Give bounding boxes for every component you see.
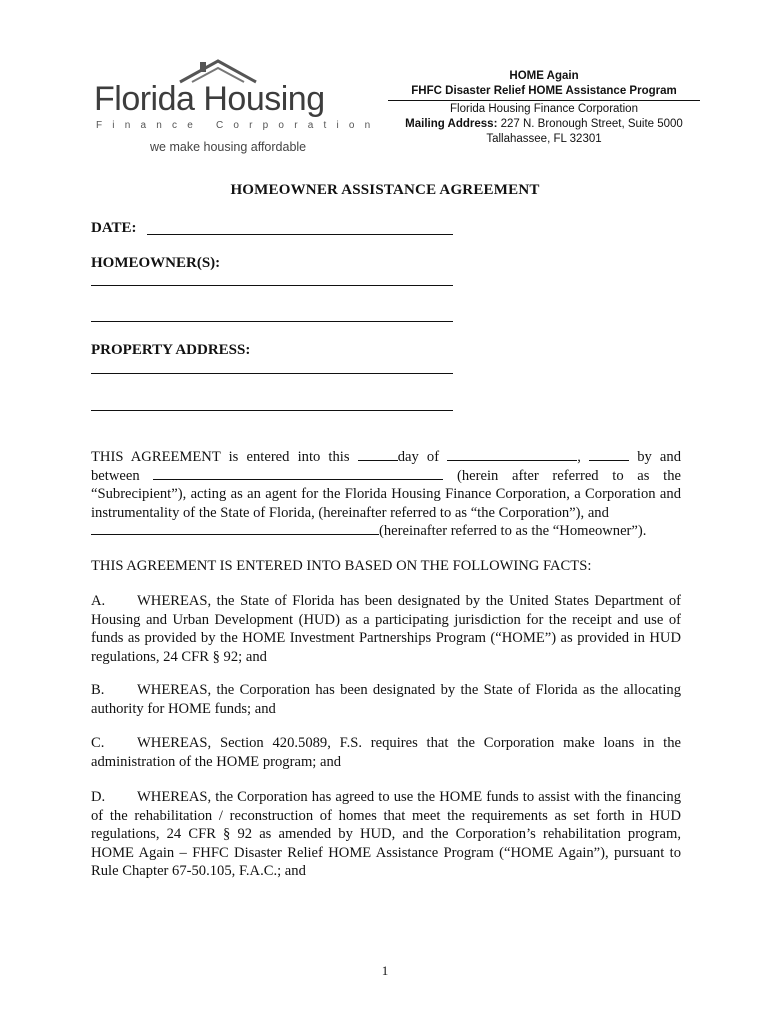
mailing-address [388, 117, 700, 132]
program-header [388, 69, 700, 147]
clause-b [91, 681, 681, 718]
agreement-text-3: , [577, 449, 581, 465]
logo-subtitle: Finance Corporation [96, 120, 381, 131]
page-number: 1 [381, 963, 389, 978]
program-full-name: FHFC Disaster Relief HOME Assistance Program [388, 84, 700, 101]
florida-housing-logo [92, 58, 381, 158]
document-title: HOMEOWNER ASSISTANCE AGREEMENT [230, 182, 540, 198]
day-blank[interactable] [358, 448, 398, 461]
homeowner-name-blank[interactable] [91, 522, 379, 535]
date-label: DATE: [91, 220, 137, 236]
agreement-line-1 [91, 448, 681, 467]
clause-letter: C. [91, 735, 105, 751]
mailing-street: 227 N. Bronough Street, Suite 5000 [500, 118, 683, 130]
agreement-text-4: by and [637, 449, 681, 465]
agreement-text-5: between [91, 467, 140, 484]
agreement-text-7: (hereinafter referred to as the “Homeowner”). [379, 523, 647, 539]
month-blank[interactable] [447, 448, 577, 461]
clause-letter: B. [91, 682, 105, 698]
property-address-field-2[interactable] [91, 410, 453, 411]
clause-letter: D. [91, 789, 106, 805]
agreement-line-2 [91, 467, 681, 523]
homeowner-field-1[interactable] [91, 285, 453, 286]
mailing-label: Mailing Address: [405, 118, 498, 130]
property-address-label: PROPERTY ADDRESS: [91, 342, 251, 358]
agreement-text-2: day of [397, 449, 440, 465]
agreement-text-6: (herein after referred to as the “Subrecipient”), acting as an agent for the Florida Housing Finance Corporation, a Corporation and instrumentality of the State of Florida, (hereinafter referred to as “the Corporation”), and [91, 467, 681, 521]
subrecipient-blank[interactable] [153, 467, 443, 480]
homeowner-field-2[interactable] [91, 321, 453, 322]
city-state: Tallahassee, FL 32301 [486, 133, 602, 145]
property-address-field-1[interactable] [91, 373, 453, 374]
organization-name: Florida Housing Finance Corporation [450, 103, 638, 115]
facts-intro: THIS AGREEMENT IS ENTERED INTO BASED ON THE FOLLOWING FACTS: [91, 558, 592, 574]
clause-a [91, 592, 681, 666]
logo-brand: Florida Housing [94, 80, 325, 118]
clause-c [91, 734, 681, 771]
program-name: HOME Again [509, 70, 579, 82]
clause-text: WHEREAS, Section 420.5089, F.S. requires that the Corporation make loans in the administration of the HOME program; and [91, 735, 681, 770]
date-field[interactable] [147, 234, 453, 235]
homeowners-label: HOMEOWNER(S): [91, 255, 221, 271]
agreement-paragraph [91, 448, 681, 541]
year-blank[interactable] [589, 448, 629, 461]
agreement-text-1: THIS AGREEMENT is entered into this [91, 449, 350, 465]
clause-text: WHEREAS, the Corporation has agreed to use the HOME funds to assist with the financing of the rehabilitation / reconstruction of homes that meet the requirements as set forth in HUD regulations, 24 CFR § 92 as amended by HUD, and the Corporation’s rehabilitation program, HOME Again – FHFC Disaster Relief HOME Assistance Program (“HOME Again”), pursuant to Rule Chapter 67-50.105, F.A.C.; and [91, 789, 681, 879]
clause-text: WHEREAS, the State of Florida has been designated by the United States Department of Housing and Urban Development (HUD) as a participating jurisdiction for the receipt and use of funds as provided by the HOME Investment Partnerships Program (“HOME”) as provided in HUD regulations, 24 CFR § 92; and [91, 593, 681, 665]
logo-tagline: we make housing affordable [150, 140, 307, 154]
clause-letter: A. [91, 593, 106, 609]
clause-d [91, 788, 681, 881]
clause-text: WHEREAS, the Corporation has been designated by the State of Florida as the allocating authority for HOME funds; and [91, 682, 681, 717]
agreement-line-3 [91, 522, 681, 541]
